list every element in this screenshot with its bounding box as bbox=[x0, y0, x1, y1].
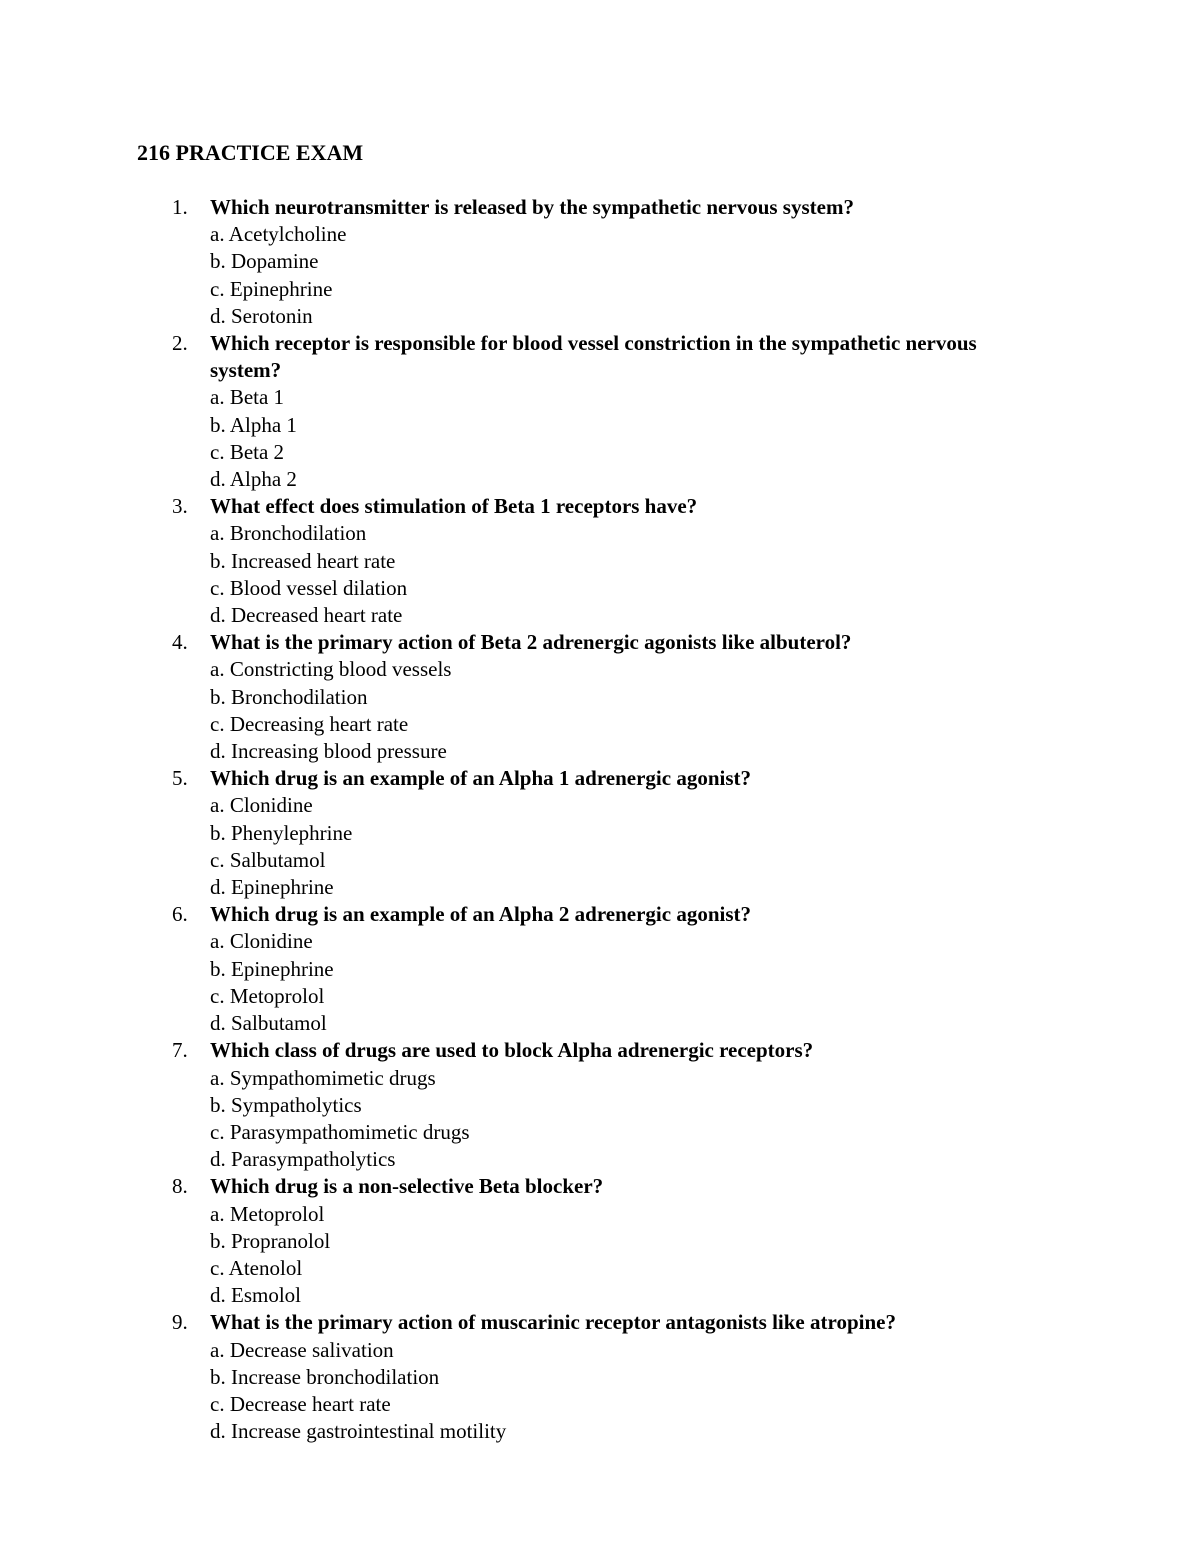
question-text: Which class of drugs are used to block Alpha adrenergic receptors? bbox=[210, 1038, 814, 1063]
question-number: 7. bbox=[172, 1038, 188, 1063]
question-text: Which drug is an example of an Alpha 2 adrenergic agonist? bbox=[210, 902, 751, 927]
option-list bbox=[0, 928, 1200, 1037]
option-list bbox=[0, 1337, 1200, 1446]
answer-option: b. Alpha 1 bbox=[210, 412, 297, 437]
answer-option: c. Decreasing heart rate bbox=[210, 711, 409, 736]
answer-option: c. Beta 2 bbox=[210, 439, 285, 464]
question-item bbox=[0, 330, 1200, 493]
answer-option: c. Atenolol bbox=[210, 1255, 303, 1280]
answer-option: b. Epinephrine bbox=[210, 956, 334, 981]
answer-option: a. Clonidine bbox=[210, 929, 313, 954]
question-item bbox=[0, 194, 1200, 330]
option-list bbox=[0, 656, 1200, 765]
question-item bbox=[0, 901, 1200, 1037]
option-list bbox=[0, 221, 1200, 330]
answer-option: d. Decreased heart rate bbox=[210, 603, 403, 628]
option-list bbox=[0, 1201, 1200, 1310]
question-number: 3. bbox=[172, 494, 188, 519]
question-text: What is the primary action of muscarinic receptor antagonists like atropine? bbox=[210, 1310, 896, 1335]
question-number: 5. bbox=[172, 766, 188, 791]
question-item bbox=[0, 493, 1200, 629]
answer-option: d. Increase gastrointestinal motility bbox=[210, 1419, 507, 1444]
answer-option: a. Bronchodilation bbox=[210, 521, 367, 546]
answer-option: b. Dopamine bbox=[210, 249, 319, 274]
answer-option: a. Decrease salivation bbox=[210, 1337, 394, 1362]
answer-option: d. Alpha 2 bbox=[210, 467, 297, 492]
question-item bbox=[0, 765, 1200, 901]
question-item bbox=[0, 1309, 1200, 1445]
answer-option: a. Sympathomimetic drugs bbox=[210, 1065, 436, 1090]
answer-option: b. Increased heart rate bbox=[210, 548, 396, 573]
question-text: Which neurotransmitter is released by the sympathetic nervous system? bbox=[210, 195, 854, 219]
question-list bbox=[0, 194, 1200, 1445]
answer-option: d. Increasing blood pressure bbox=[210, 739, 447, 764]
page-title: 216 PRACTICE EXAM bbox=[137, 140, 364, 165]
question-text: Which receptor is responsible for blood vessel constriction in the sympathetic nervous system? bbox=[210, 331, 977, 383]
answer-option: b. Increase bronchodilation bbox=[210, 1364, 440, 1389]
answer-option: d. Serotonin bbox=[210, 303, 313, 328]
answer-option: a. Clonidine bbox=[210, 793, 313, 818]
answer-option: c. Decrease heart rate bbox=[210, 1391, 391, 1416]
answer-option: b. Propranolol bbox=[210, 1228, 331, 1253]
option-list bbox=[0, 520, 1200, 629]
answer-option: d. Esmolol bbox=[210, 1283, 302, 1308]
answer-option: c. Parasympathomimetic drugs bbox=[210, 1119, 470, 1144]
answer-option: b. Sympatholytics bbox=[210, 1092, 362, 1117]
answer-option: d. Parasympatholytics bbox=[210, 1147, 396, 1172]
question-text: What effect does stimulation of Beta 1 receptors have? bbox=[210, 494, 698, 519]
answer-option: a. Acetylcholine bbox=[210, 222, 347, 247]
question-text: Which drug is a non-selective Beta blocker? bbox=[210, 1174, 604, 1199]
question-number: 8. bbox=[172, 1174, 188, 1199]
question-item bbox=[0, 1173, 1200, 1309]
option-list bbox=[0, 1065, 1200, 1174]
question-item bbox=[0, 629, 1200, 765]
answer-option: d. Epinephrine bbox=[210, 875, 334, 900]
answer-option: c. Salbutamol bbox=[210, 847, 326, 872]
question-number: 4. bbox=[172, 630, 188, 655]
question-number: 1. bbox=[172, 195, 188, 219]
answer-option: d. Salbutamol bbox=[210, 1011, 327, 1036]
answer-option: c. Epinephrine bbox=[210, 276, 333, 301]
question-number: 6. bbox=[172, 902, 188, 927]
question-number: 2. bbox=[172, 331, 188, 356]
answer-option: c. Metoprolol bbox=[210, 983, 325, 1008]
answer-option: a. Beta 1 bbox=[210, 385, 285, 410]
answer-option: a. Constricting blood vessels bbox=[210, 657, 452, 682]
answer-option: b. Bronchodilation bbox=[210, 684, 368, 709]
question-item bbox=[0, 1037, 1200, 1173]
option-list bbox=[0, 792, 1200, 901]
question-text: Which drug is an example of an Alpha 1 adrenergic agonist? bbox=[210, 766, 751, 791]
question-number: 9. bbox=[172, 1310, 188, 1335]
question-text: What is the primary action of Beta 2 adrenergic agonists like albuterol? bbox=[210, 630, 852, 655]
answer-option: b. Phenylephrine bbox=[210, 820, 353, 845]
option-list bbox=[0, 384, 1200, 493]
answer-option: a. Metoprolol bbox=[210, 1201, 325, 1226]
answer-option: c. Blood vessel dilation bbox=[210, 575, 408, 600]
